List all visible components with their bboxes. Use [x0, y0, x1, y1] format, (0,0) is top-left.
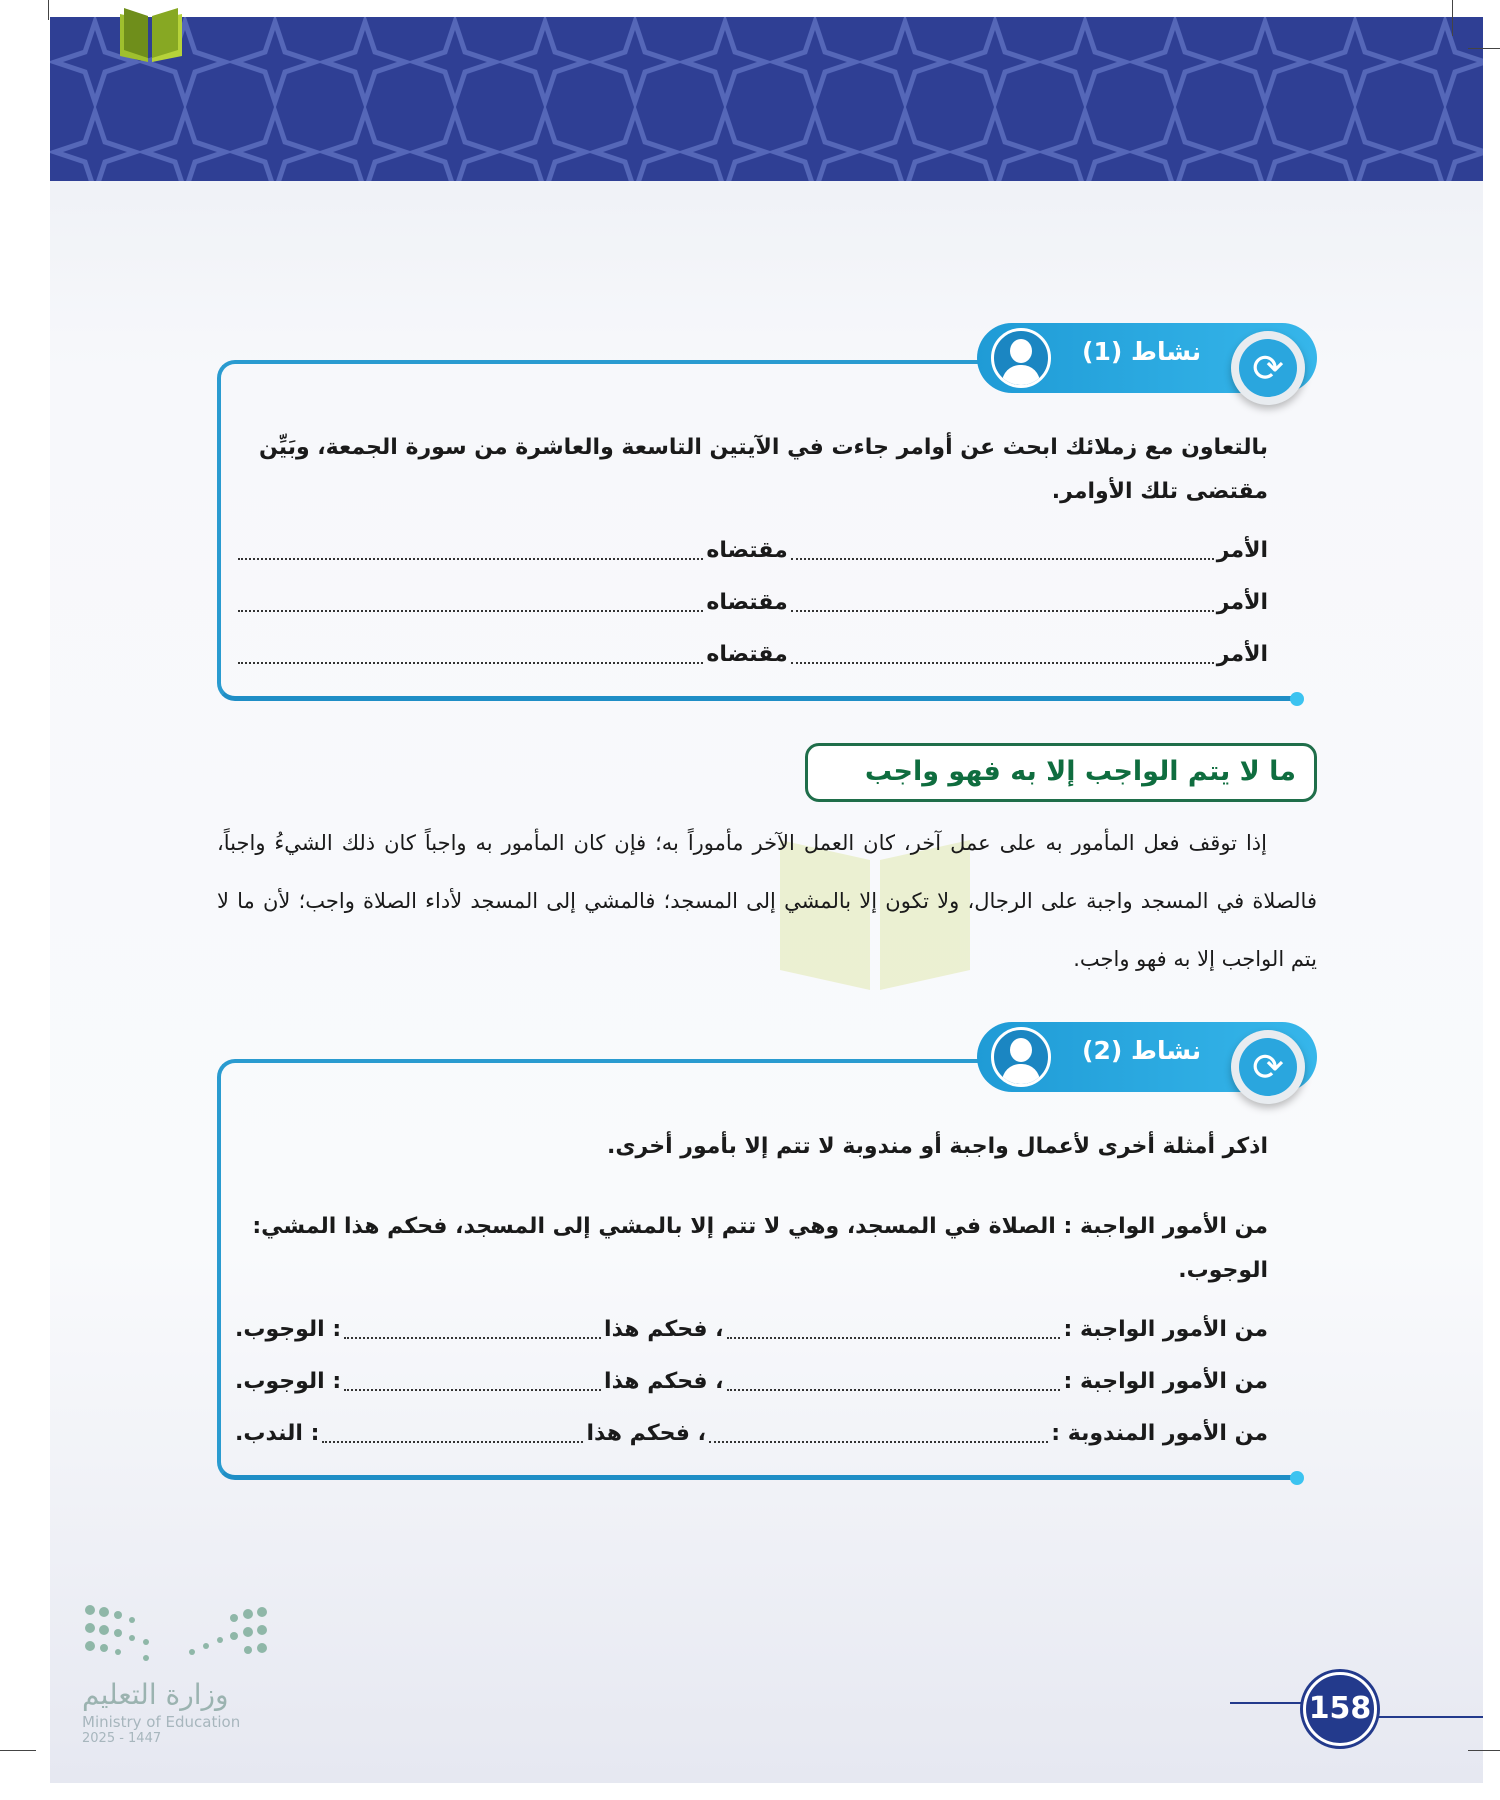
ministry-logo [82, 1600, 282, 1746]
activity-2-row [235, 1315, 1268, 1345]
row-middle-label: مقتضاه [706, 538, 788, 563]
activity-1-box [217, 360, 1292, 701]
refresh-icon: ⟳ [1231, 331, 1305, 405]
answer-blank[interactable] [322, 1441, 583, 1443]
ministry-name-arabic: وزارة التعليم [82, 1678, 229, 1711]
arabesque-pattern [50, 17, 1483, 181]
answer-blank[interactable] [791, 610, 1214, 612]
row-label: من الأمور المندوبة : [1051, 1421, 1268, 1446]
row-end-label: : الوجوب. [235, 1317, 342, 1342]
wajeb-logo [10, 2, 190, 66]
row-middle-label: مقتضاه [706, 642, 788, 667]
section-title: ما لا يتم الواجب إلا به فهو واجب [805, 743, 1317, 802]
answer-blank[interactable] [727, 1337, 1061, 1339]
main-content [217, 323, 1317, 1480]
box-end-dot [1290, 692, 1304, 706]
row-label: الأمر [1216, 642, 1268, 667]
page-number-rule [1230, 1702, 1310, 1704]
answer-blank[interactable] [344, 1337, 601, 1339]
answer-blank[interactable] [238, 610, 703, 612]
box-end-dot [1290, 1471, 1304, 1485]
answer-blank[interactable] [709, 1441, 1048, 1443]
student-avatar-icon [991, 328, 1051, 388]
activity-2-row [235, 1367, 1268, 1397]
activity-1 [217, 323, 1317, 701]
row-middle-label: ، فحكم هذا [586, 1421, 706, 1446]
row-label: الأمر [1216, 538, 1268, 563]
crop-mark [1468, 1750, 1500, 1751]
activity-2-box [217, 1059, 1292, 1480]
activity-2-example: من الأمور الواجبة : الصلاة في المسجد، وهي لا تتم إلا بالمشي إلى المسجد، فحكم هذا المشي: الوجوب. [252, 1214, 1268, 1283]
activity-1-header [977, 323, 1317, 393]
academic-year: 2025 - 1447 [82, 1731, 162, 1746]
refresh-icon: ⟳ [1231, 1030, 1305, 1104]
row-middle-label: مقتضاه [706, 590, 788, 615]
answer-blank[interactable] [727, 1389, 1061, 1391]
section-paragraph [217, 814, 1317, 988]
page-number-rule [1375, 1716, 1483, 1718]
answer-blank[interactable] [344, 1389, 601, 1391]
answer-blank[interactable] [238, 662, 703, 664]
activity-2-header [977, 1022, 1317, 1092]
row-middle-label: ، فحكم هذا [604, 1369, 724, 1394]
crop-mark [1452, 0, 1453, 36]
activity-2 [217, 1022, 1317, 1480]
row-label: الأمر [1216, 590, 1268, 615]
crop-mark [1468, 48, 1500, 49]
activity-1-row [235, 536, 1268, 566]
row-middle-label: ، فحكم هذا [604, 1317, 724, 1342]
crop-mark [0, 1750, 36, 1751]
student-avatar-icon [991, 1027, 1051, 1087]
page-number: 158 [1303, 1672, 1377, 1746]
activity-2-row [235, 1419, 1268, 1449]
row-label: من الأمور الواجبة : [1063, 1369, 1268, 1394]
activity-2-title: نشاط (2) [1082, 1036, 1202, 1065]
activity-1-title: نشاط (1) [1082, 337, 1202, 366]
row-label: من الأمور الواجبة : [1063, 1317, 1268, 1342]
paragraph-text: إذا توقف فعل المأمور به على عمل آخر، كان العمل الآخر مأموراً به؛ فإن كان المأمور به واجباً كان ذلك الشيءُ واجباً، فالصلاة في المسجد واجبة على الرجال، ولا تكون إلا بالمشي إلى المسجد؛ فالمشي إلى المسجد لأداء الصلاة واجب؛ لأن ما لا يتم الواجب إلا به فهو واجب. [217, 831, 1317, 971]
activity-1-row [235, 640, 1268, 670]
ministry-dots-icon [82, 1600, 272, 1670]
row-end-label: : الوجوب. [235, 1369, 342, 1394]
activity-2-instruction: اذكر أمثلة أخرى لأعمال واجبة أو مندوبة لا تتم إلا بأمور أخرى. [607, 1134, 1268, 1159]
activity-1-instruction: بالتعاون مع زملائك ابحث عن أوامر جاءت في الآيتين التاسعة والعاشرة من سورة الجمعة، وبَيِّن مقتضى تلك الأوامر. [258, 435, 1268, 504]
answer-blank[interactable] [791, 662, 1214, 664]
activity-1-row [235, 588, 1268, 618]
row-end-label: : الندب. [235, 1421, 320, 1446]
ministry-name-english: Ministry of Education [82, 1713, 241, 1731]
header-banner [50, 17, 1483, 181]
answer-blank[interactable] [791, 558, 1214, 560]
answer-blank[interactable] [238, 558, 703, 560]
